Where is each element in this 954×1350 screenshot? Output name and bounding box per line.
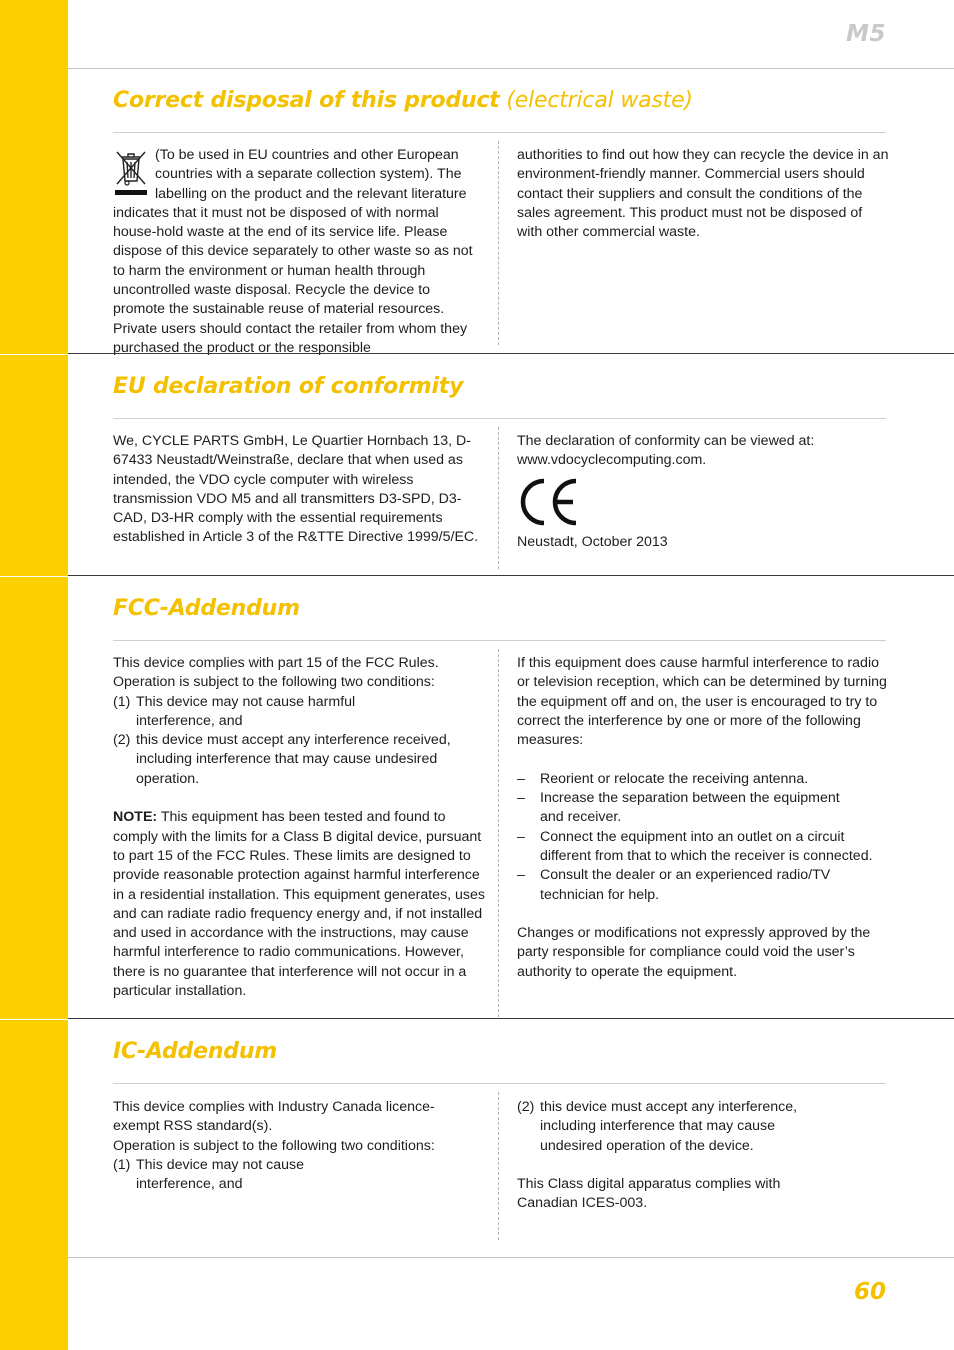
crossed-bin-icon [113, 148, 149, 196]
condition-text: This device may not cause harmful interference, and [136, 693, 356, 729]
fcc-condition-1 [113, 693, 485, 732]
side-bar-divider [0, 576, 68, 577]
ic-condition-1 [113, 1156, 485, 1195]
fcc-note [113, 808, 485, 1001]
measure-text: Reorient or relocate the receiving antenna. [540, 770, 809, 787]
disposal-heading-bold: Correct disposal of this product [113, 88, 500, 113]
disposal-left-column [113, 146, 485, 358]
side-bar-divider [0, 354, 68, 355]
condition-number: (1) [113, 1156, 131, 1173]
condition-text: This device may not cause interference, and [136, 1156, 304, 1193]
fcc-condition-2 [113, 731, 485, 789]
disposal-right-column [517, 146, 889, 242]
dash-bullet: – [517, 867, 525, 884]
ic-heading: IC-Addendum [113, 1039, 278, 1064]
header-rule [68, 68, 954, 69]
condition-text: this device must accept any interference, including interference that may cause undesired operation of the device. [540, 1099, 798, 1154]
section-rule [68, 575, 954, 576]
disposal-heading-light: (electrical waste) [499, 88, 693, 113]
note-label: NOTE: [113, 809, 158, 826]
condition-number: (2) [113, 732, 131, 749]
side-color-bar [0, 0, 68, 1350]
footer-rule [68, 1257, 954, 1258]
fcc-changes-text: Changes or modifications not expressly approved by the party responsible for compliance could void the user’s authority to operate the equipment. [517, 925, 871, 980]
product-brand: M5 [846, 21, 886, 47]
ic-subline [113, 1083, 886, 1084]
ce-mark-icon [517, 477, 579, 527]
fcc-intro-line2: Operation is subject to the following two conditions: [113, 674, 435, 691]
ic-ices-text: This Class digital apparatus complies with Canadian ICES-003. [517, 1176, 781, 1212]
disposal-right-text: authorities to find out how they can recycle the device in an environment-friendly manner. Commercial users should contact their suppliers and consult the conditions of the sales agreement. This product must not be disposed of with other commercial waste. [517, 147, 889, 241]
eu-left-column [113, 432, 485, 548]
ic-condition-2 [517, 1098, 889, 1156]
eu-heading: EU declaration of conformity [113, 374, 464, 399]
measure-text: Increase the separation between the equipment and receiver. [540, 790, 840, 826]
ic-intro-line2: Operation is subject to the following two conditions: [113, 1137, 435, 1154]
dash-bullet: – [517, 828, 525, 845]
fcc-measure [517, 770, 889, 789]
condition-number: (2) [517, 1099, 535, 1115]
fcc-measure [517, 789, 889, 828]
ic-right-column [517, 1098, 889, 1214]
eu-view-line: The declaration of conformity can be viewed at: [517, 433, 815, 449]
disposal-heading [113, 88, 693, 113]
note-text: This equipment has been tested and found to comply with the limits for a Class B digital device, pursuant to part 15 of the FCC Rules. These limits are designed to provide reasonable protection against harmful interference in a residential installation. This equipment generates, uses and can radiate radio frequency energy and, if not installed and used in accordance with the instructions, may cause harmful interference to radio communications. However, there is no guarantee that interference will not occur in a particular installation. [113, 809, 485, 1000]
page-number: 60 [853, 1279, 886, 1305]
section-rule [68, 1018, 954, 1019]
fcc-heading: FCC-Addendum [113, 596, 300, 621]
dash-bullet: – [517, 790, 525, 807]
fcc-measure [517, 828, 889, 867]
column-divider [498, 649, 499, 1017]
measure-text: Connect the equipment into an outlet on a circuit different from that to which the receiver is connected. [540, 828, 873, 864]
disposal-left-text: (To be used in EU countries and other European countries with a separate collection system). The labelling on the product and the relevant literature indicates that it must not be disposed of with normal house-hold waste at the end of its service life. Please dispose of this device separately to other waste so as not to harm the environment or human health through uncontrolled waste disposal. Recycle the device to promote the sustainable reuse of material resources. Private users should contact the retailer from whom they purchased the product or the responsible [113, 147, 473, 356]
column-divider [498, 1092, 499, 1240]
fcc-intro-line1: This device complies with part 15 of the FCC Rules. [113, 655, 439, 671]
fcc-right-column [517, 654, 889, 982]
eu-left-text: We, CYCLE PARTS GmbH, Le Quartier Hornbach 13, D-67433 Neustadt/Weinstraße, declare that when used as intended, the VDO cycle computer with wireless transmission VDO M5 and all transmitters D3-SPD, D3-CAD, D3-HR comply with the essential requirements established in Article 3 of the R&TTE Directive 1999/5/EC. [113, 433, 479, 546]
ic-left-column [113, 1098, 485, 1194]
eu-subline [113, 418, 886, 419]
ic-intro-line1: This device complies with Industry Canada licence-exempt RSS standard(s). [113, 1099, 435, 1135]
dash-bullet: – [517, 770, 525, 787]
eu-right-column [517, 432, 889, 552]
condition-number: (1) [113, 693, 131, 710]
disposal-subline [113, 132, 886, 133]
fcc-measure [517, 866, 889, 905]
column-divider [498, 141, 499, 345]
eu-website: www.vdocyclecomputing.com. [517, 452, 707, 469]
fcc-subline [113, 640, 886, 641]
section-rule [68, 353, 954, 354]
eu-place-date: Neustadt, October 2013 [517, 533, 668, 550]
fcc-left-column [113, 654, 485, 1001]
fcc-right-intro: If this equipment does cause harmful interference to radio or television reception, which can be determined by turning the equipment off and on, the user is encouraged to try to correct the interference by one or more of the following measures: [517, 655, 887, 749]
measure-text: Consult the dealer or an experienced radio/TV technician for help. [540, 867, 831, 903]
condition-text: this device must accept any interference received, including interference that may cause undesired operation. [136, 732, 451, 787]
side-bar-divider [0, 1019, 68, 1020]
column-divider [498, 427, 499, 569]
